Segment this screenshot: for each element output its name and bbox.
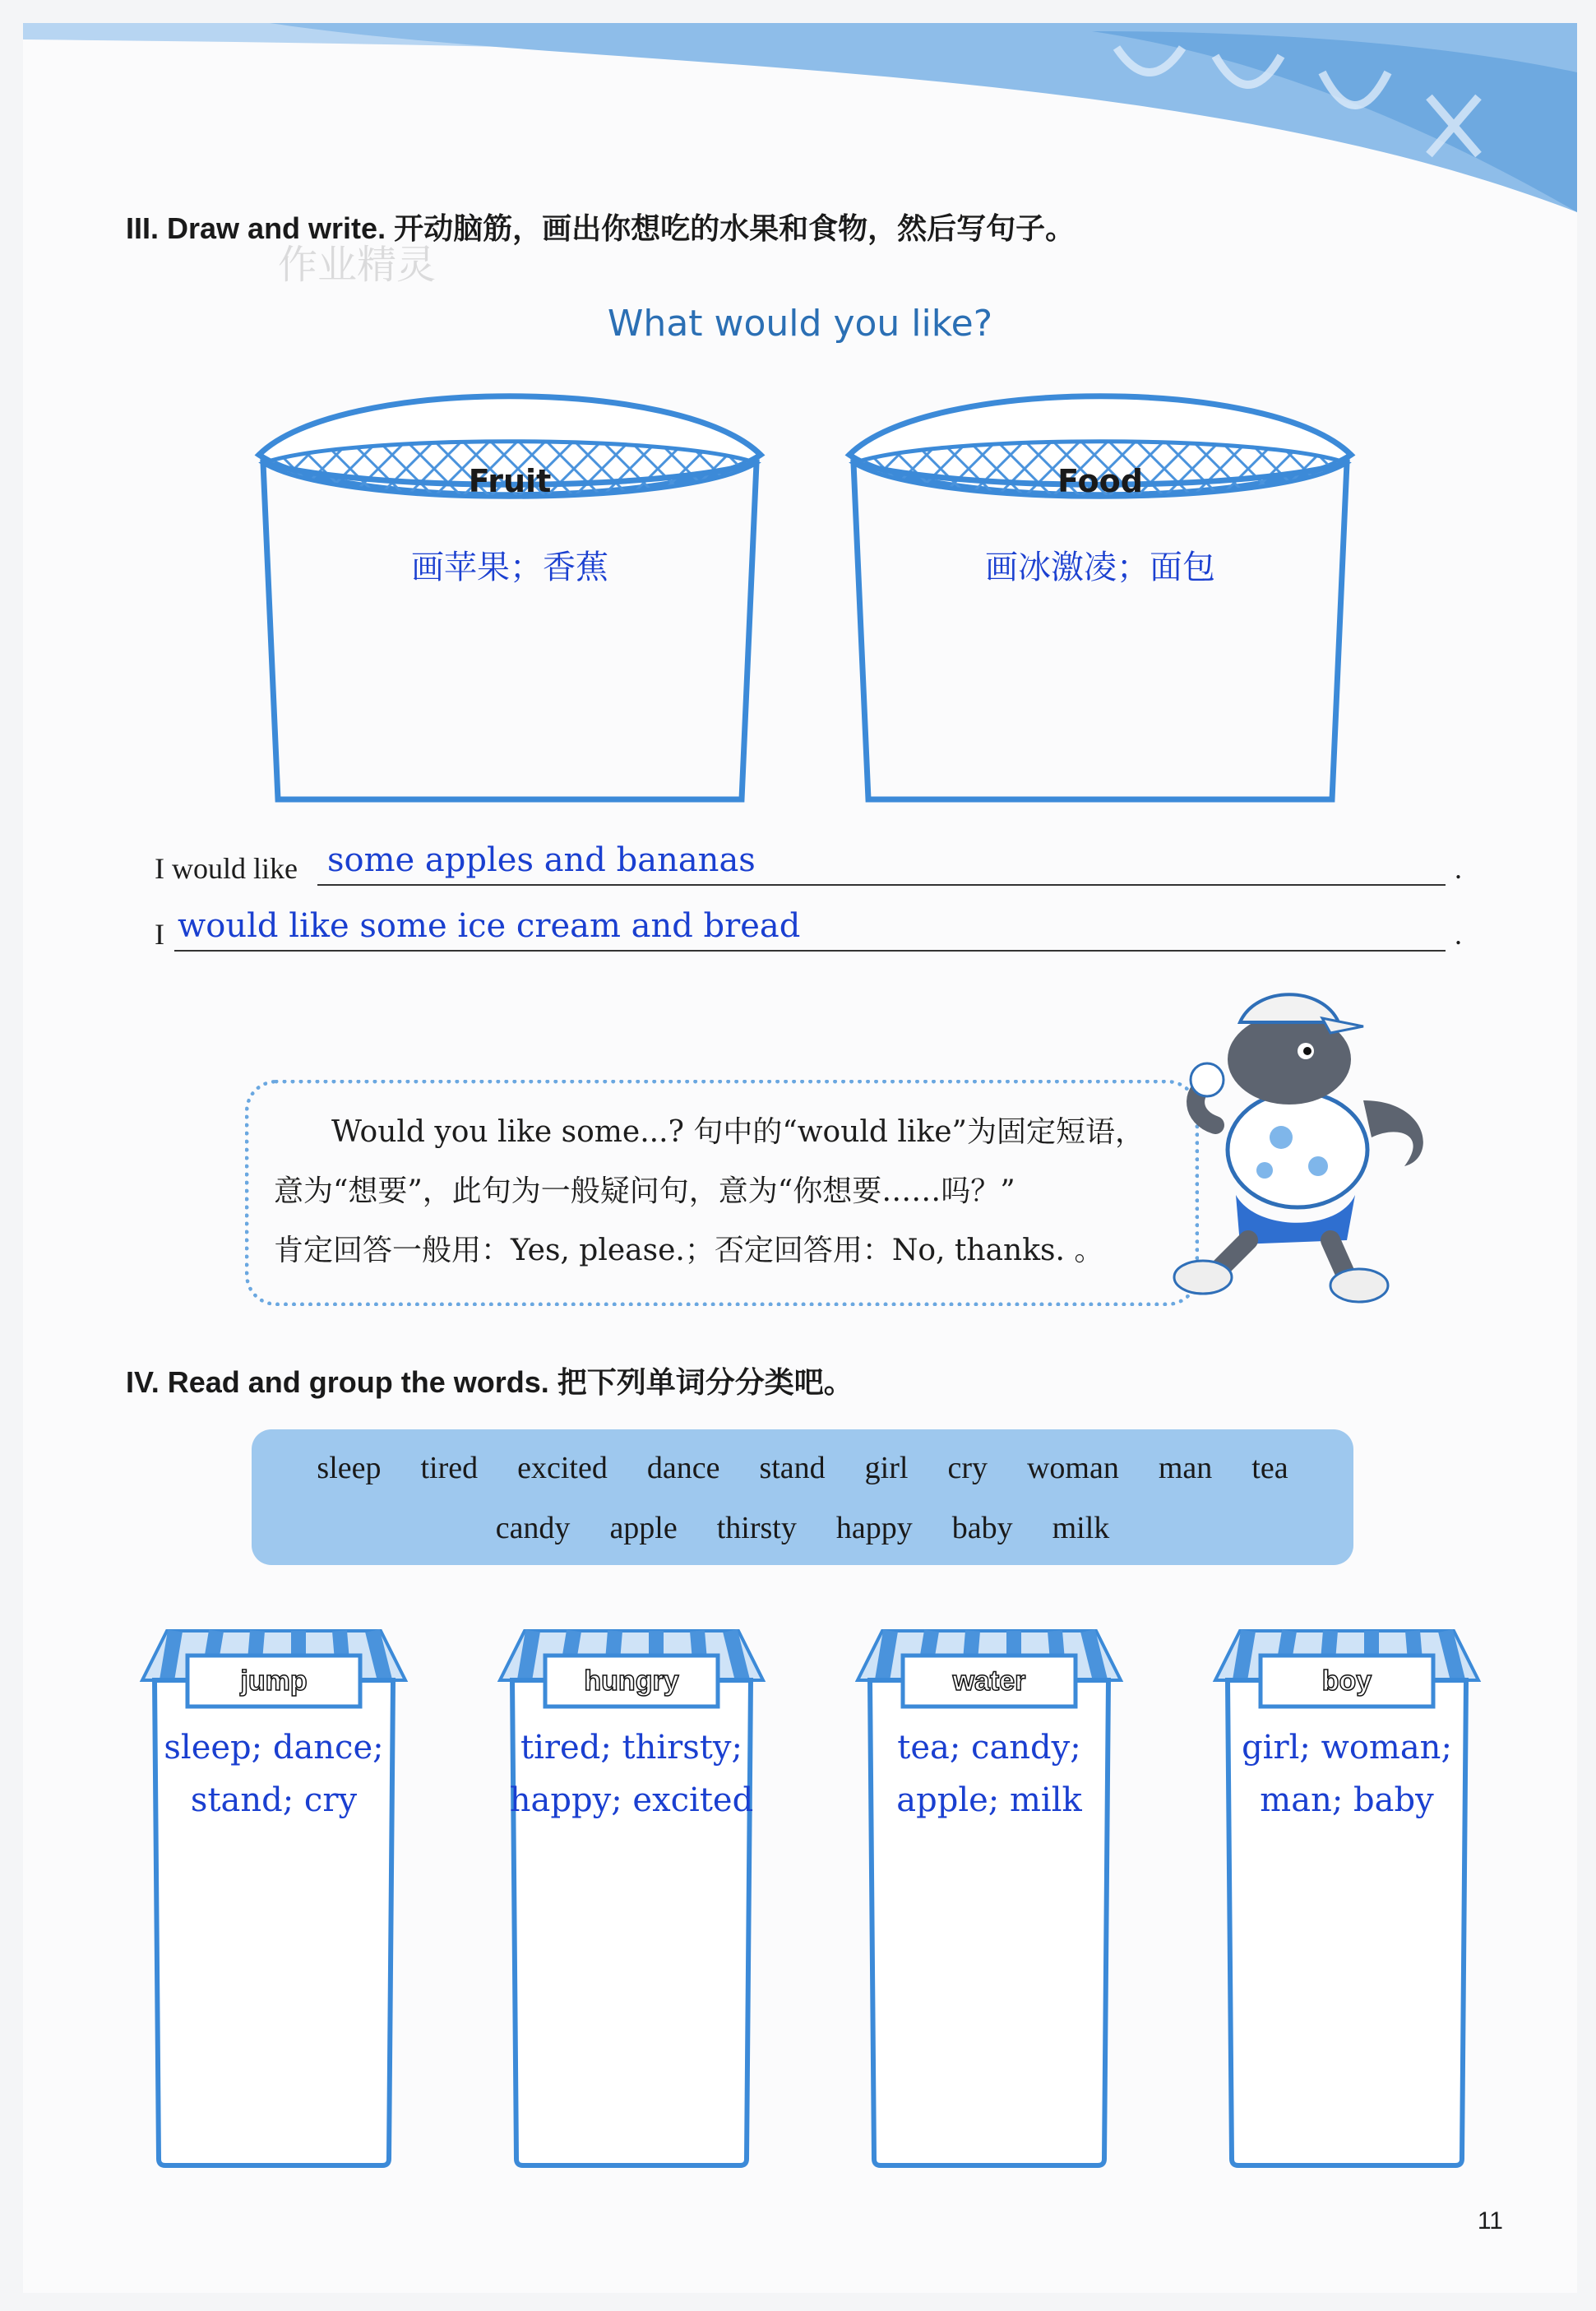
note-line-3: 肯定回答一般用：Yes, please.；否定回答用：No, thanks. 。 [274,1234,1104,1267]
section-4-heading [126,1359,854,1401]
stall-answer-line: happy; excited [509,1781,754,1819]
section-3-subtitle: What would you like? [607,303,993,345]
word-bank-word: cry [947,1451,988,1485]
sentence-1-prefix: I would like [155,852,298,885]
stall-sign-label: hungry [584,1665,679,1697]
word-bank-row-1 [252,1450,1353,1486]
sentence-2-prefix: I [155,918,164,951]
section-3-heading [126,206,1075,248]
word-bank-word: sleep [317,1451,382,1485]
fruit-basket [238,385,781,829]
workbook-page [23,23,1577,2293]
section-4-heading-en: IV. Read and group the words. [126,1365,549,1399]
word-bank-word: woman [1026,1451,1119,1485]
basket-outline-icon [829,385,1372,829]
stall-answer-line: tired; thirsty; [520,1729,742,1767]
word-bank-word: happy [835,1511,913,1545]
answer-underline [317,884,1446,886]
sentence-2-end: . [1455,918,1462,951]
sentence-2-answer: would like some ice cream and bread [178,907,801,945]
stall-answer [858,1721,1121,1827]
stall-boy [1199,1623,1495,2170]
dinosaur-mascot-icon [1158,961,1470,1306]
stall-sign-label: jump [240,1665,308,1697]
stall-answer-line: tea; candy; [897,1729,1081,1767]
grammar-note-box [245,1080,1199,1306]
stall-answer-line: girl; woman; [1242,1729,1452,1767]
word-bank-word: thirsty [716,1511,797,1545]
sentence-1-end: . [1455,852,1462,885]
answer-underline [174,950,1446,952]
word-bank [252,1429,1353,1565]
sentence-line-2 [155,907,1462,956]
page-number: 11 [1477,2207,1503,2235]
section-4-heading-cn: 把下列单词分分类吧。 [557,1365,854,1400]
sentence-1-answer: some apples and bananas [327,841,756,879]
fruit-basket-label: Fruit [468,463,552,499]
sentence-line-1 [155,841,1462,891]
stall-answer [142,1721,405,1827]
section-3-heading-en: III. Draw and write. [126,211,386,245]
stall-jump [126,1623,422,2170]
word-bank-word: tea [1251,1451,1288,1485]
word-bank-word: candy [495,1511,571,1545]
stall-answer-line: man; baby [1260,1781,1434,1819]
stall-answer-line: sleep; dance; [164,1729,384,1767]
stall-water [841,1623,1137,2170]
stall-sign-label: water [952,1665,1026,1697]
stall-sign-label: boy [1321,1665,1372,1697]
word-bank-word: excited [517,1451,608,1485]
word-bank-word: baby [951,1511,1013,1545]
stall-hungry [483,1623,779,2170]
word-bank-word: apple [609,1511,678,1545]
word-bank-word: stand [759,1451,826,1485]
note-line-1: Would you like some...? 句中的“would like”为固定短语， [331,1115,1145,1149]
basket-outline-icon [238,385,781,829]
note-line-2: 意为“想要”，此句为一般疑问句，意为“你想要……吗？” [274,1174,1015,1208]
section-3-heading-cn: 开动脑筋，画出你想吃的水果和食物，然后写句子。 [394,211,1076,246]
food-basket-label: Food [1057,463,1143,499]
word-bank-word: tired [420,1451,479,1485]
food-basket-answer: 画冰激凌；面包 [985,549,1215,586]
word-bank-word: milk [1052,1511,1110,1545]
stall-answer [1215,1721,1478,1827]
top-banner-decoration [23,23,1577,220]
stall-answer-line: stand; cry [190,1781,358,1819]
watermark: 作业精灵 [278,242,437,288]
fruit-basket-answer: 画苹果；香蕉 [411,549,608,586]
word-bank-word: dance [646,1451,720,1485]
word-bank-row-2 [252,1510,1353,1546]
food-basket [829,385,1372,829]
stall-answer-line: apple; milk [896,1781,1082,1819]
word-bank-word: man [1158,1451,1213,1485]
word-bank-word: girl [864,1451,909,1485]
stall-answer [500,1721,763,1827]
